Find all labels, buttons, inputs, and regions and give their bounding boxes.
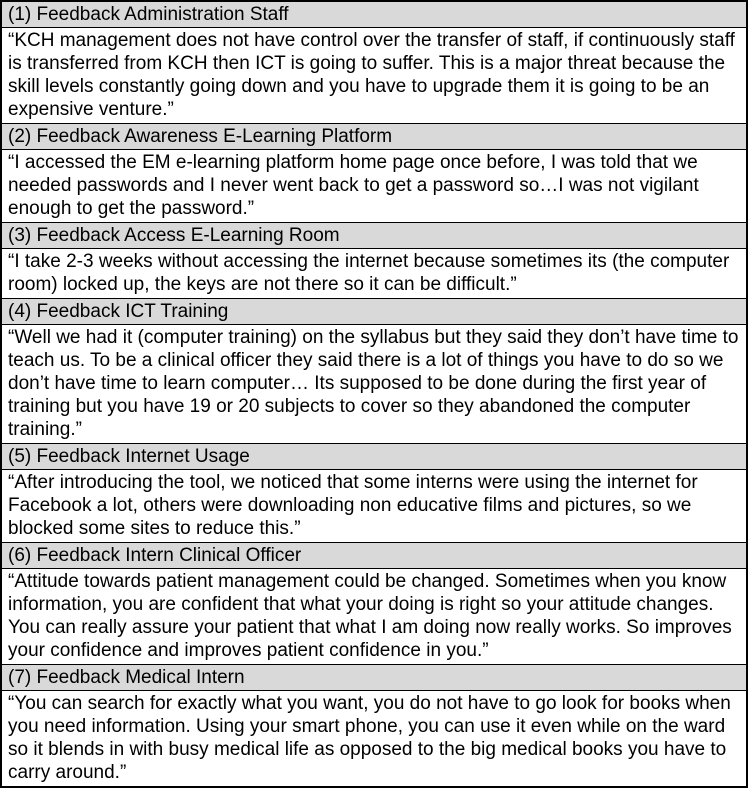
section-quote: “KCH management does not have control over the transfer of staff, if continuously staff is transferred from KCH then ICT is going to suffer. This is a major threat because the skill levels constantly going down and you have to upgrade them it is going to be an expensive venture.”	[2, 28, 746, 124]
feedback-section-7	[2, 665, 746, 786]
feedback-section-4	[2, 299, 746, 444]
feedback-section-2	[2, 124, 746, 223]
section-quote: “You can search for exactly what you want, you do not have to go look for books when you need information. Using your smart phone, you can use it even while on the ward so it blends in with busy medical life as opposed to the big medical books you have to carry around.”	[2, 691, 746, 786]
section-header: (5) Feedback Internet Usage	[2, 444, 746, 470]
section-quote: “After introducing the tool, we noticed that some interns were using the internet for Facebook a lot, others were downloading non educative films and pictures, so we blocked some sites to reduce this.”	[2, 470, 746, 543]
section-header: (1) Feedback Administration Staff	[2, 2, 746, 28]
feedback-section-6	[2, 543, 746, 665]
feedback-section-5	[2, 444, 746, 543]
section-quote: “I accessed the EM e-learning platform home page once before, I was told that we needed passwords and I never went back to get a password so…I was not vigilant enough to get the password.”	[2, 150, 746, 223]
feedback-section-3	[2, 223, 746, 299]
section-header: (4) Feedback ICT Training	[2, 299, 746, 325]
section-quote: “I take 2-3 weeks without accessing the internet because sometimes its (the computer room) locked up, the keys are not there so it can be difficult.”	[2, 249, 746, 299]
section-header: (6) Feedback Intern Clinical Officer	[2, 543, 746, 569]
section-quote: “Attitude towards patient management could be changed. Sometimes when you know information, you are confident that what your doing is right so your attitude changes. You can really assure your patient that what I am doing now really works. So improves your confidence and improves patient confidence in you.”	[2, 569, 746, 665]
section-header: (2) Feedback Awareness E-Learning Platform	[2, 124, 746, 150]
section-header: (3) Feedback Access E-Learning Room	[2, 223, 746, 249]
section-header: (7) Feedback Medical Intern	[2, 665, 746, 691]
section-quote: “Well we had it (computer training) on the syllabus but they said they don’t have time to teach us. To be a clinical officer they said there is a lot of things you have to do so we don’t have time to learn computer… Its supposed to be done during the first year of training but you have 19 or 20 subjects to cover so they abandoned the computer training.”	[2, 325, 746, 444]
feedback-section-1	[2, 2, 746, 124]
